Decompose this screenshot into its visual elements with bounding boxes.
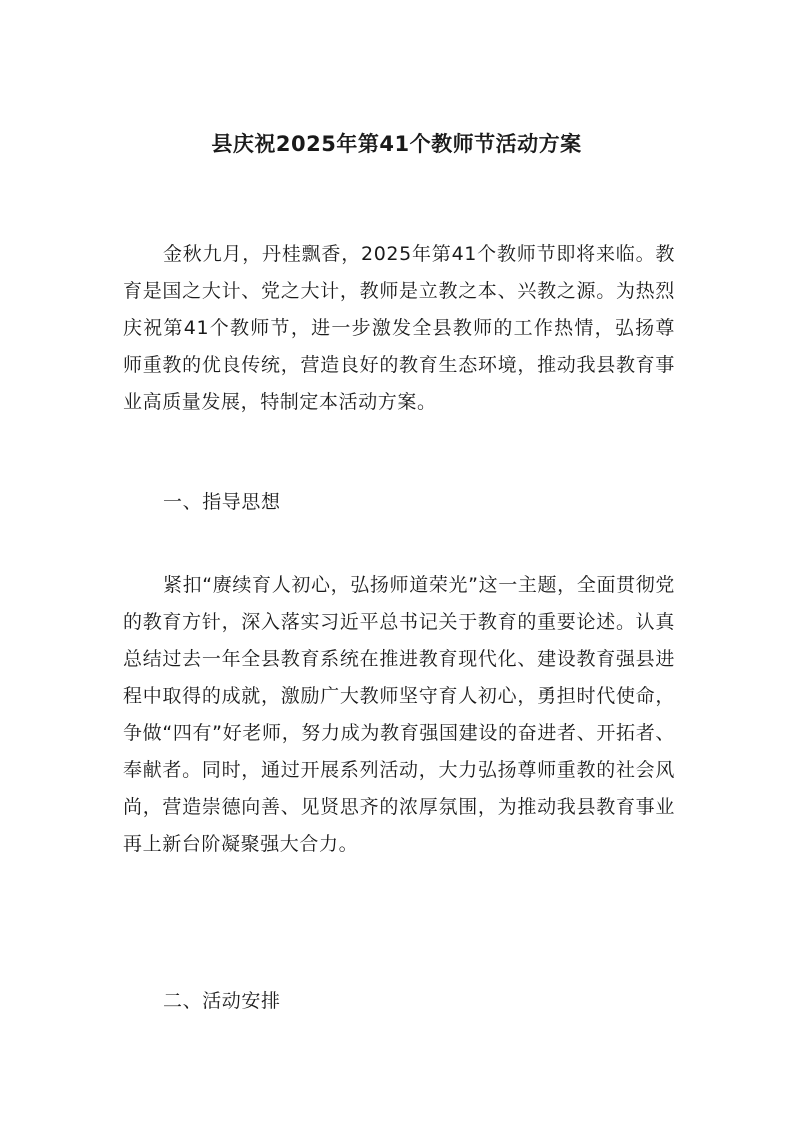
document-title: 县庆祝2025年第41个教师节活动方案 bbox=[211, 132, 582, 156]
section-heading-activity-arrangement: 二、活动安排 bbox=[163, 990, 281, 1012]
guiding-ideology-paragraph: 紧扣“赓续育人初心，弘扬师道荣光”这一主题，全面贯彻党的教育方针，深入落实习近平总书记关于教育的重要论述。认真总结过去一年全县教育系统在推进教育现代化、建设教育强县进程中取得的成就，激励广大教师坚守育人初心，勇担时代使命，争做“四有”好老师，努力成为教育强国建设的奋进者、开拓者、奉献者。同时，通过开展系列活动，大力弘扬尊师重教的社会风尚，营造崇德向善、见贤思齐的浓厚氛围，为推动我县教育事业再上新台阶凝聚强大合力。 bbox=[123, 574, 675, 855]
section-heading-guiding-ideology: 一、指导思想 bbox=[163, 491, 281, 513]
intro-paragraph: 金秋九月，丹桂飘香，2025年第41个教师节即将来临。教育是国之大计、党之大计，教师是立教之本、兴教之源。为热烈庆祝第41个教师节，进一步激发全县教师的工作热情，弘扬尊师重教的优良传统，营造良好的教育生态环境，推动我县教育事业高质量发展，特制定本活动方案。 bbox=[123, 243, 675, 413]
